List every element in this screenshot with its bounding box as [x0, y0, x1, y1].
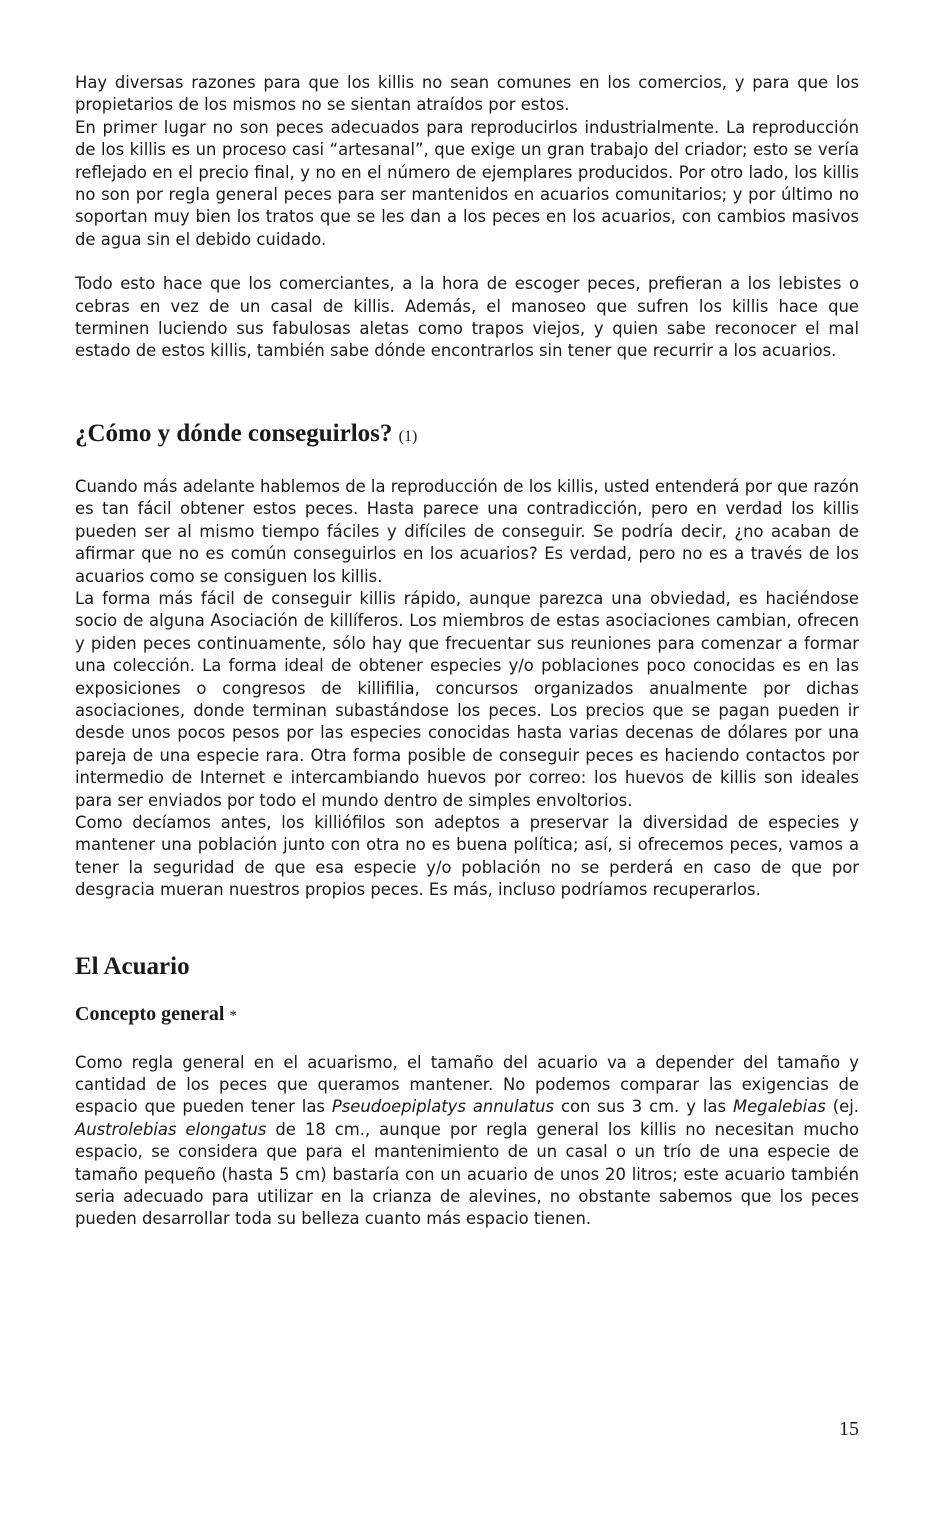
species-name: Austrolebias elongatus [75, 1119, 267, 1139]
intro-paragraph-3: Todo esto hace que los comerciantes, a la hora de escoger peces, prefieran a los lebistes o cebras en vez de un casal de killis. Además, el manoseo que sufren los killis hace que terminen luciendo sus fabulosas aletas como trapos viejos, y quien sabe reconocer el mal estado de estos killis, también sabe dónde encontrarlos sin tener que recurrir a los acuarios. [75, 274, 859, 361]
asterisk-ref: * [229, 1007, 237, 1024]
document-page [75, 72, 859, 1231]
species-name: Pseudoepiplatys annulatus [331, 1097, 554, 1117]
section1-paragraph-2: La forma más fácil de conseguir killis rápido, aunque parezca una obviedad, es haciéndose socio de alguna Asociación de killíferos. Los miembros de estas asociaciones cambian, ofrecen y piden peces continuamente, sólo hay que frecuentar sus reuniones para comenzar a formar una colección. La forma ideal de obtener especies y/o poblaciones poco conocidas es en las exposiciones o congresos de killifilia, concursos organizados anualmente por dichas asociaciones, donde terminan subastándose los peces. Los precios que se pagan pueden ir desde unos pocos pesos por las especies conocidas hasta varias decenas de dólares por una pareja de una especie rara. Otra forma posible de conseguir peces es haciendo contactos por intermedio de Internet e intercambiando huevos por correo: los huevos de killis son ideales para ser enviados por todo el mundo dentro de simples envoltorios. [75, 588, 859, 810]
intro-paragraph-1: Hay diversas razones para que los killis no sean comunes en los comercios, y para que los propietarios de los mismos no se sientan atraídos por estos. [75, 73, 859, 115]
subsection-heading-concepto-general [75, 1002, 859, 1028]
page-number: 15 [839, 1418, 859, 1440]
footnote-ref: (1) [398, 427, 418, 445]
section-heading-el-acuario: El Acuario [75, 952, 190, 980]
section1-paragraph-3: Como decíamos antes, los killiófilos son adeptos a preservar la diversidad de especies y mantener una población junto con otra no es buena política; así, si ofrecemos peces, vamos a tener la seguridad de que esa especie y/o población no se perderá en caso de que por desgracia mueran nuestros propios peces. Es más, incluso podríamos recuperarlos. [75, 812, 859, 900]
intro-paragraph-2: En primer lugar no son peces adecuados para reproducirlos industrialmente. La reproducción de los killis es un proceso casi “artesanal”, que exige un gran trabajo del criador; esto se vería reflejado en el precio final, y no en el número de ejemplares producidos. Por otro lado, los killis no son por regla general peces para ser mantenidos en acuarios comunitarios; y por último no soportan muy bien los tratos que se les dan a los peces en los acuarios, con cambios masivos de agua sin el debido cuidado. [75, 117, 859, 249]
text-run: Como regla general en el acuarismo, el tamaño del acuario va a depender del tamaño y cantidad de los peces que queramos mantener. No podemos comparar las exigencias de espacio que pueden tener las [75, 1052, 859, 1117]
genus-name: Megalebias [732, 1097, 826, 1117]
text-run: de 18 cm., aunque por regla general los killis no necesitan mucho espacio, se considera que para el mantenimiento de un casal o un trío de una especie de tamaño pequeño (hasta 5 cm) bastaría con un acuario de unos 20 litros; este acuario también seria adecuado para utilizar en la crianza de alevines, no obstante sabemos que los peces pueden desarrollar toda su belleza cuanto más espacio tienen. [75, 1119, 859, 1229]
section-heading-text: ¿Cómo y dónde conseguirlos? [75, 419, 393, 447]
section1-paragraph-1: Cuando más adelante hablemos de la reproducción de los killis, usted entenderá por que razón es tan fácil obtener estos peces. Hasta parece una contradicción, pero en verdad los killis pueden ser al mismo tiempo fáciles y difíciles de conseguir. Se podría decir, ¿no acaban de afirmar que no es común conseguirlos en los acuarios? Es verdad, pero no es a través de los acuarios como se consiguen los killis. [75, 476, 859, 586]
section-heading-como-conseguirlos [75, 419, 859, 452]
subsection-heading-text: Concepto general [75, 1002, 225, 1025]
text-run: (ej. [825, 1097, 859, 1117]
text-run: con sus 3 cm. y las [554, 1097, 733, 1117]
section2-paragraph-1 [75, 1052, 859, 1231]
